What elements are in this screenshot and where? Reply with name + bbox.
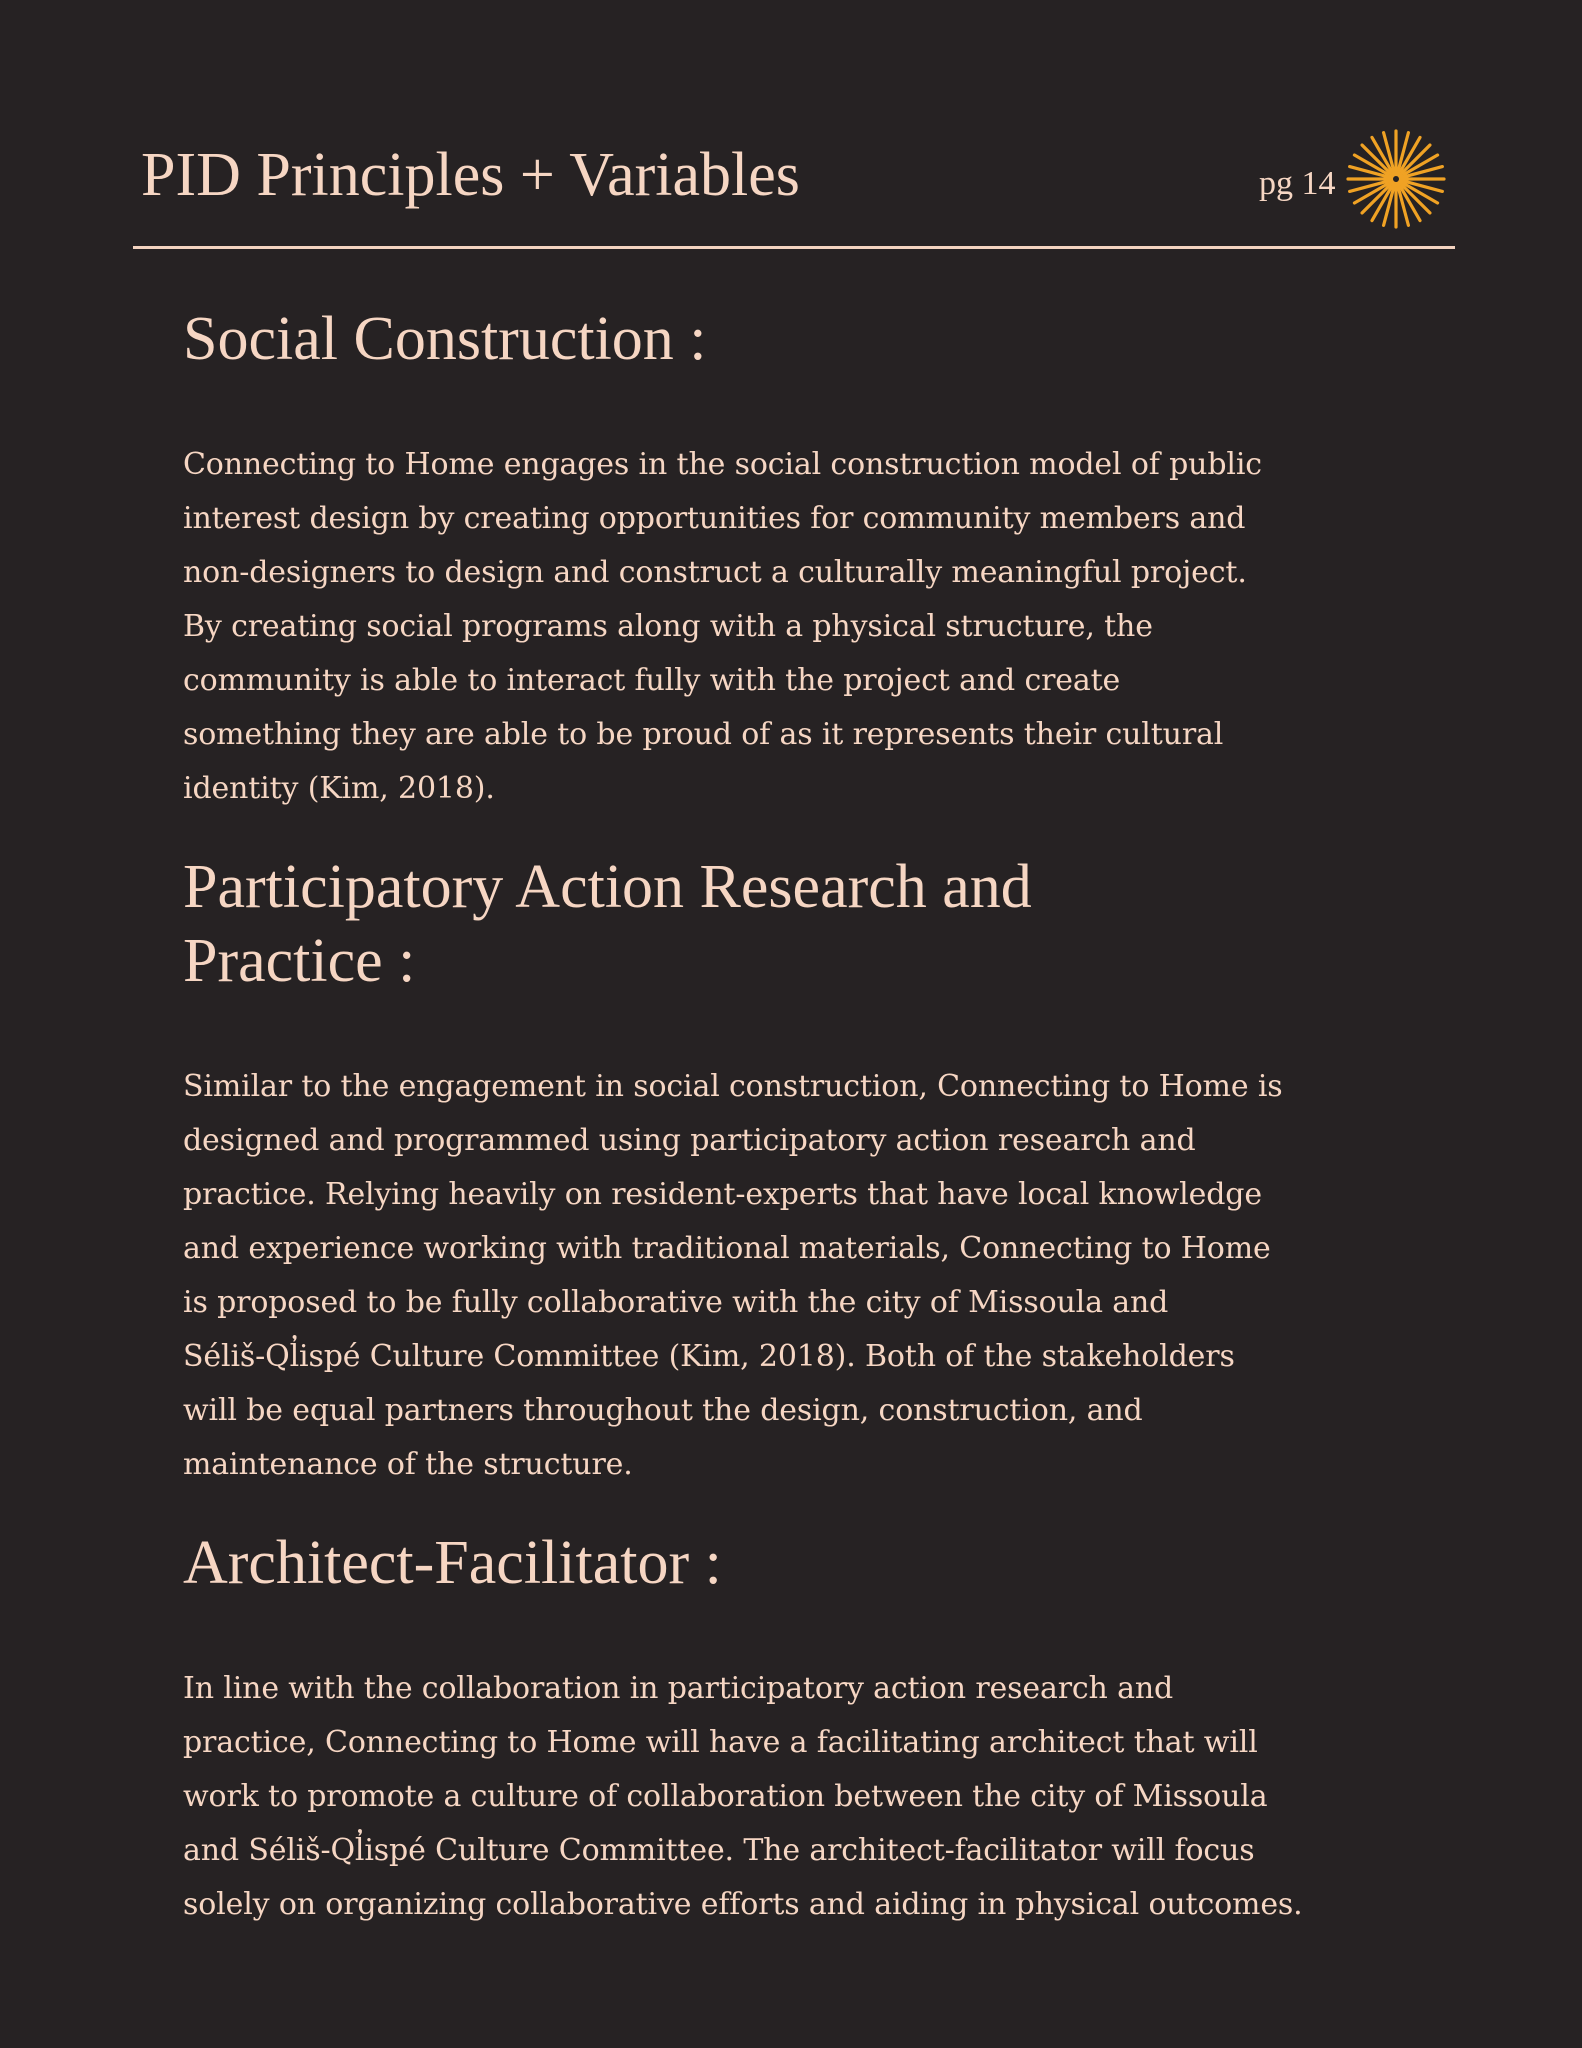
body-line: designed and programmed using participatory action research and [183,1123,1196,1158]
body-line: solely on organizing collaborative efforts and aiding in physical outcomes. [183,1887,1303,1922]
section-social-construction [183,302,1423,816]
section-body [183,438,1423,816]
body-line: Séliš-Ql̓ispé Culture Committee (Kim, 2018). Both of the stakeholders [183,1339,1235,1374]
sun-center [1393,176,1399,182]
heading-line: Architect-Facilitator : [183,1529,722,1597]
body-line: Connecting to Home engages in the social construction model of public [183,447,1262,482]
page-title: PID Principles + Variables [141,141,800,209]
body-line: Similar to the engagement in social construction, Connecting to Home is [183,1069,1283,1104]
body-line: In line with the collaboration in participatory action research and [183,1671,1174,1706]
body-line: community is able to interact fully with the project and create [183,663,1121,698]
section-heading [183,302,1423,376]
body-line: and experience working with traditional materials, Connecting to Home [183,1231,1271,1266]
heading-line: Practice : [183,927,416,995]
body-line: maintenance of the structure. [183,1447,633,1482]
section-heading [183,850,1423,998]
body-line: practice. Relying heavily on resident-experts that have local knowledge [183,1177,1262,1212]
body-line: and Séliš-Ql̓ispé Culture Committee. The architect-facilitator will focus [183,1833,1255,1868]
body-line: practice, Connecting to Home will have a facilitating architect that will [183,1725,1258,1760]
body-line: will be equal partners throughout the design, construction, and [183,1393,1143,1428]
body-line: work to promote a culture of collaboration between the city of Missoula [183,1779,1268,1814]
body-line: is proposed to be fully collaborative with the city of Missoula and [183,1285,1169,1320]
heading-line: Participatory Action Research and [183,853,1032,921]
body-line: something they are able to be proud of as it represents their cultural [183,717,1224,752]
section-heading [183,1526,1423,1600]
section-body [183,1060,1423,1492]
body-line: By creating social programs along with a physical structure, the [183,609,1153,644]
sun-icon [1345,128,1447,230]
section-body [183,1662,1423,1932]
page-number: pg 14 [1259,165,1336,202]
page-header [133,0,1455,249]
sun-icon-graphic [1345,128,1447,230]
body-line: non-designers to design and construct a culturally meaningful project. [183,555,1247,590]
body-line: interest design by creating opportunities for community members and [183,501,1246,536]
section-participatory-action-research [183,850,1423,1492]
document-content [183,302,1423,1932]
heading-line: Social Construction : [183,305,707,373]
body-line: identity (Kim, 2018). [183,771,495,806]
section-architect-facilitator [183,1526,1423,1932]
